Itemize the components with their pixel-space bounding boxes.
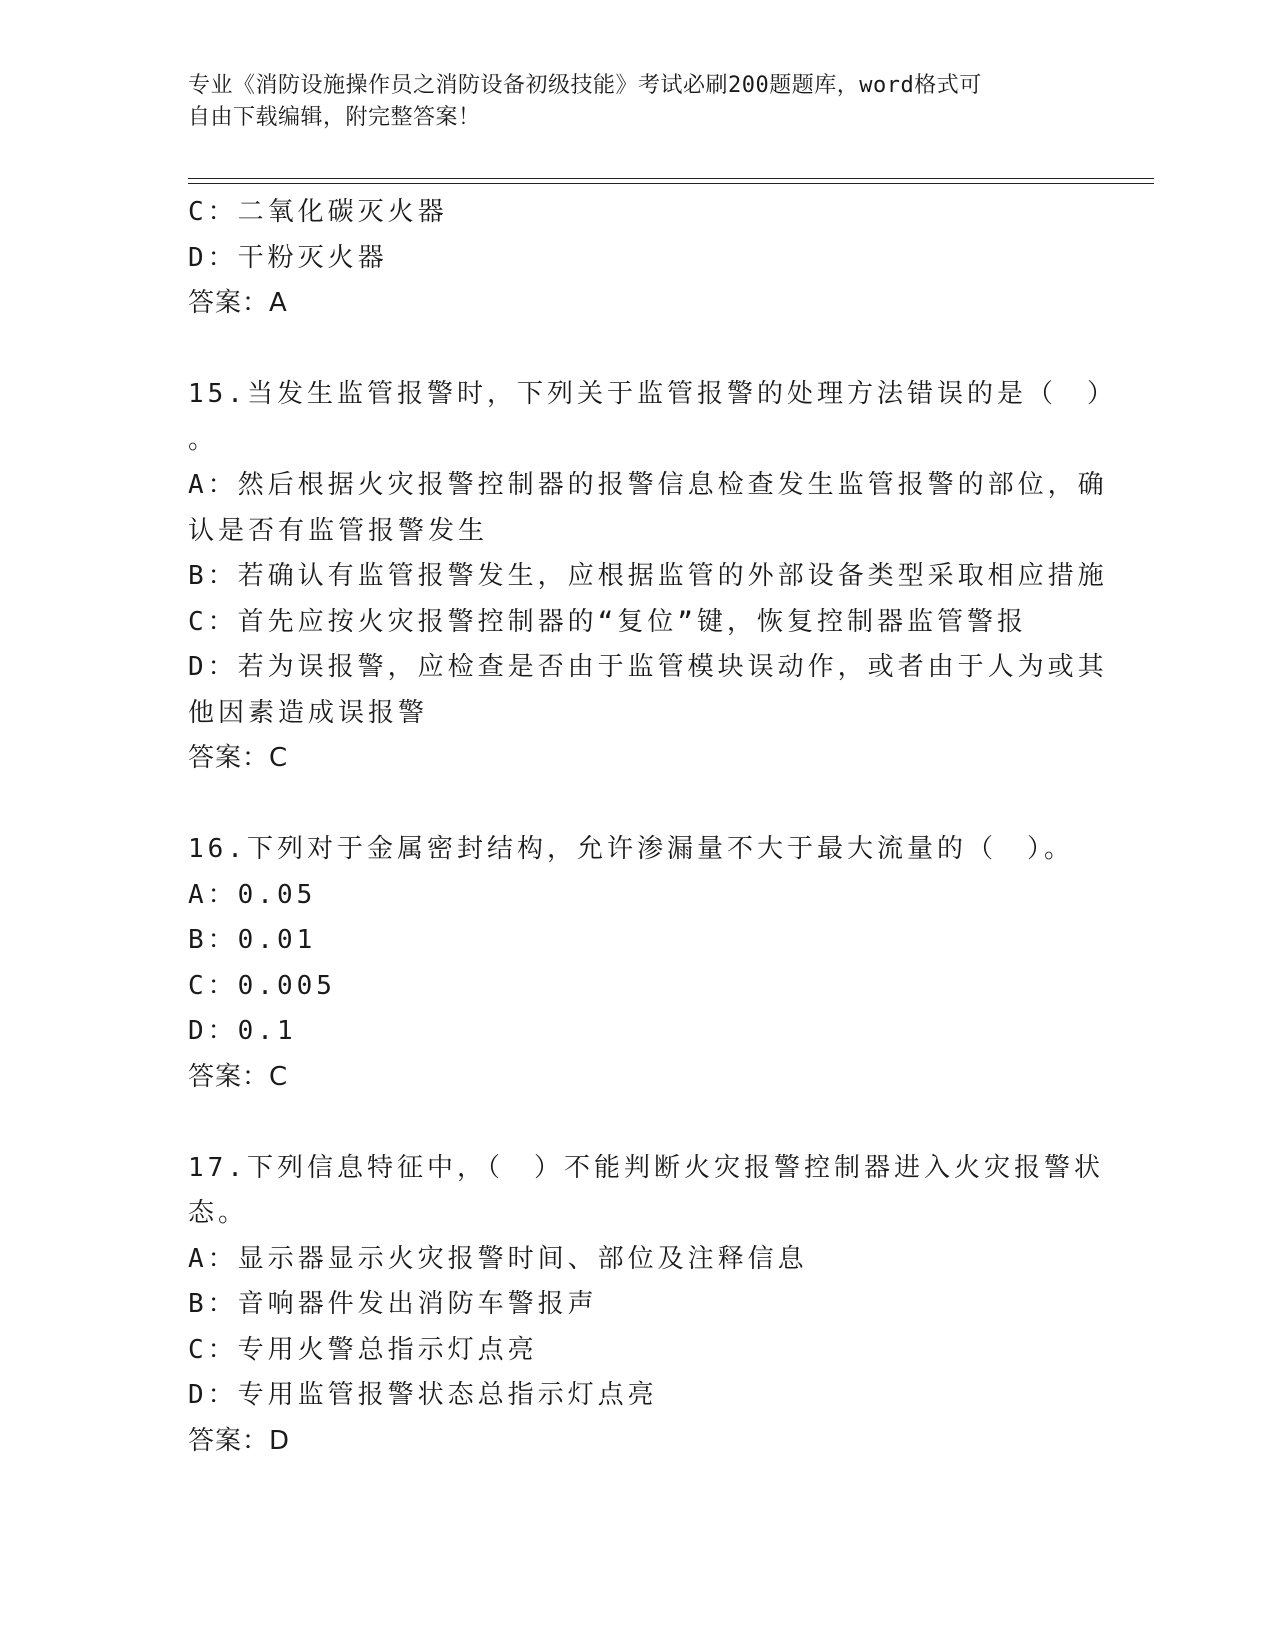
q15-option-b: B：若确认有监管报警发生，应根据监管的外部设备类型采取相应措施 xyxy=(188,561,1108,591)
q14-option-d: D：干粉灭火器 xyxy=(188,242,388,273)
q14-answer: 答案：A xyxy=(188,288,288,318)
q17-option-d: D：专用监管报警状态总指示灯点亮 xyxy=(188,1380,658,1410)
q14-option-c: C：二氧化碳灭火器 xyxy=(188,197,448,227)
q15-option-d-line-2: 他因素造成误报警 xyxy=(188,697,429,728)
question-list xyxy=(188,190,1117,1464)
q17-stem-line-2: 态。 xyxy=(188,1198,249,1228)
q16-answer: 答案：C xyxy=(188,1061,289,1092)
q17-option-c: C：专用火警总指示灯点亮 xyxy=(188,1334,538,1365)
q16-option-b: B：0.01 xyxy=(188,925,317,955)
q17-stem-line-1: 17.下列信息特征中，（ ）不能判断火灾报警控制器进入火灾报警状 xyxy=(188,1152,1104,1183)
q16-stem: 16.下列对于金属密封结构，允许渗漏量不大于最大流量的（ ）。 xyxy=(188,834,1074,864)
q16-option-c: C：0.005 xyxy=(188,970,336,1001)
q15-option-d-line-1: D：若为误报警，应检查是否由于监管模块误动作，或者由于人为或其 xyxy=(188,652,1108,682)
q17-answer: 答案：D xyxy=(188,1425,291,1456)
spacer xyxy=(188,327,1088,373)
q17-option-a: A：显示器显示火灾报警时间、部位及注释信息 xyxy=(188,1243,808,1274)
spacer xyxy=(188,782,1088,828)
q15-stem-line-2: 。 xyxy=(188,424,219,455)
header-divider-top xyxy=(188,178,1154,179)
q15-stem-line-1: 15.当发生监管报警时，下列关于监管报警的处理方法错误的是（ ） xyxy=(188,379,1117,409)
q16-option-d: D：0.1 xyxy=(188,1016,297,1046)
document-header xyxy=(188,70,1068,134)
header-divider-bottom xyxy=(188,183,1154,184)
header-line-1: 专业《消防设施操作员之消防设备初级技能》考试必刷200题题库，word格式可 xyxy=(188,73,982,98)
q15-option-a-line-2: 认是否有监管报警发生 xyxy=(188,515,489,546)
q17-option-b: B：音响器件发出消防车警报声 xyxy=(188,1289,598,1319)
q15-option-a-line-1: A：然后根据火灾报警控制器的报警信息检查发生监管报警的部位，确 xyxy=(188,470,1108,500)
q15-answer: 答案：C xyxy=(188,743,289,773)
q16-option-a: A：0.05 xyxy=(188,879,317,910)
header-line-2: 自由下载编辑，附完整答案！ xyxy=(188,105,481,130)
q15-option-c: C：首先应按火灾报警控制器的“复位”键，恢复控制器监管警报 xyxy=(188,606,1027,637)
spacer xyxy=(188,1100,1088,1146)
